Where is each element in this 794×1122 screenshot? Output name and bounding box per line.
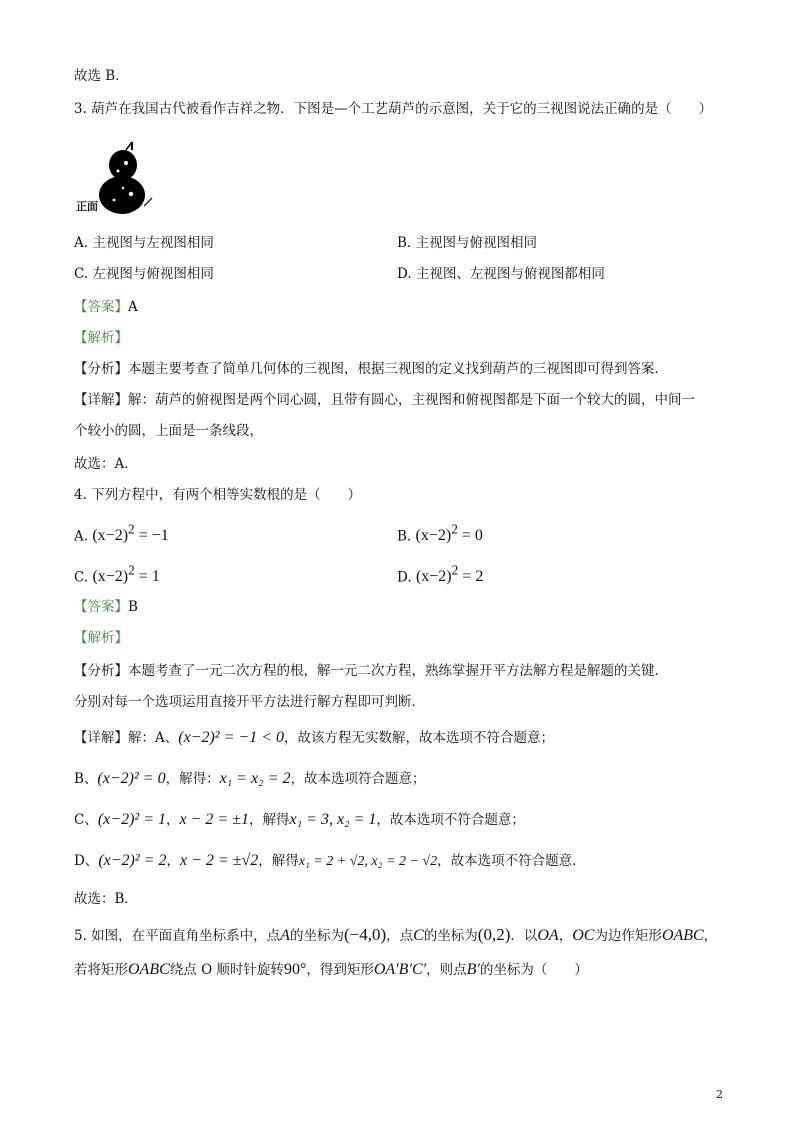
detail-tag: 【详解】 (74, 730, 128, 746)
detail-math: (x−2)² = −1 < 0 (178, 729, 284, 746)
eq-lhs: (x−2) (415, 568, 452, 586)
q2-conclusion: 故选 B． (74, 68, 129, 84)
rect-label: OA′B′C′ (373, 961, 427, 978)
answer-tag: 【答案】 (74, 299, 128, 315)
q3-stem: 3. 葫芦在我国古代被看作吉祥之物．下图是—个工艺葫芦的示意图，关于它的三视图说法正确的是（ ） (74, 101, 713, 117)
analysis-tag: 【解析】 (74, 330, 128, 346)
fenxi-text: 本题考查了一元二次方程的根，解一元二次方程，熟练掌握开平方法解方程是解题的关键． (128, 663, 668, 679)
detail-math: x₁ = 2 + √2, x₂ = 2 − √2 (298, 854, 438, 869)
q4-detail-d (74, 851, 586, 872)
option-label: D. (397, 569, 412, 586)
q3-conclusion: 故选：A． (74, 456, 138, 472)
stem-text: 若将矩形 (74, 962, 128, 978)
q3-option-c: C. 左视图与俯视图相同 (74, 266, 214, 282)
eq-rhs: = 0 (457, 527, 483, 545)
coord: (0,2) (477, 925, 511, 944)
eq-lhs: (x−2) (415, 527, 452, 545)
q4-detail-c (74, 810, 525, 830)
option-label: A. (74, 528, 89, 545)
fenxi-text: 本题主要考查了简单几何体的三视图，根据三视图的定义找到葫芦的三视图即可得到答案． (128, 361, 668, 377)
segment-label: OC (572, 927, 595, 944)
stem-text: ．以 (510, 928, 538, 944)
detail-text: 解：A、 (128, 730, 179, 746)
q3-option-b: B. 主视图与俯视图相同 (397, 235, 538, 251)
detail-text: C、 (74, 812, 98, 828)
option-equation (415, 522, 483, 545)
segment-label: OA (537, 927, 559, 944)
answer-value: A (128, 299, 138, 315)
q3-detail-1 (74, 390, 695, 410)
eq-lhs: (x−2) (92, 568, 129, 586)
q3-answer (74, 297, 138, 317)
q4-stem: 4. 下列方程中，有两个相等实数根的是（ ） (74, 487, 362, 503)
q4-detail-a (74, 728, 554, 748)
eq-rhs: = 1 (134, 568, 160, 586)
angle: 90° (283, 961, 307, 978)
answer-value: B (128, 599, 138, 615)
eq-exp: 2 (128, 522, 135, 537)
q5-line-2 (74, 960, 588, 980)
option-equation (92, 563, 160, 586)
detail-text: 解：葫芦的俯视图是两个同心圆，且带有圆心，主视图和俯视图都是下面一个较大的圆，中间一 (128, 392, 695, 408)
point-label: C (413, 927, 424, 944)
detail-math: (x−2)² = 0 (97, 770, 166, 787)
detail-tag: 【详解】 (74, 392, 128, 408)
q5-line-1 (74, 925, 717, 946)
detail-text: ，解得 (248, 812, 290, 828)
q4-answer (74, 597, 138, 617)
point-label: A (280, 927, 290, 944)
detail-math: x − 2 = ±1 (179, 811, 249, 828)
q4-option-b (397, 520, 483, 546)
eq-rhs: = −1 (134, 527, 169, 545)
detail-text: ，故本选项符合题意； (290, 771, 426, 787)
detail-text: ，故本选项不符合题意； (376, 812, 525, 828)
analysis-tag: 【解析】 (74, 630, 128, 646)
detail-text: B、 (74, 771, 98, 787)
detail-text: ，解得 (258, 853, 299, 869)
stem-text: ，得到矩形 (306, 962, 374, 978)
q4-analysis-tag (74, 628, 128, 648)
stem-text: 的坐标为（ ） (479, 962, 588, 978)
q3-option-a: A. 主视图与左视图相同 (74, 235, 214, 251)
stem-text: 的坐标为 (289, 928, 344, 944)
q3-fenxi (74, 359, 668, 379)
q4-detail-b (74, 769, 426, 789)
stem-text: 为边作矩形 (594, 928, 662, 944)
detail-math: x₁ = 3, x₂ = 1 (289, 811, 377, 828)
detail-text: ，故该方程无实数解，故本选项不符合题意； (284, 730, 554, 746)
eq-exp: 2 (128, 563, 135, 578)
detail-math: (x−2)² = 1 (97, 811, 166, 828)
option-label: C. (74, 569, 89, 586)
stem-text: ，则点 (426, 962, 467, 978)
stem-text: ，点 (386, 928, 414, 944)
stem-text: ， (703, 928, 718, 944)
q4-option-d (397, 561, 483, 587)
point-label: B′ (466, 961, 480, 978)
option-label: B. (397, 528, 412, 545)
detail-text: ，故本选项不符合题意． (437, 853, 586, 869)
page-number: 2 (716, 1088, 723, 1101)
option-equation (415, 563, 484, 586)
q3-analysis-tag (74, 328, 128, 348)
detail-text: D、 (74, 853, 99, 869)
detail-math: x₁ = x₂ = 2 (219, 770, 291, 787)
eq-exp: 2 (451, 522, 458, 537)
fenxi-tag: 【分析】 (74, 361, 128, 377)
detail-text: ， (166, 853, 180, 869)
q4-fenxi-2: 分别对每一个选项运用直接开平方法进行解方程即可判断． (74, 694, 425, 710)
eq-rhs: = 2 (458, 568, 484, 586)
q3-option-d: D. 主视图、左视图与俯视图都相同 (397, 266, 605, 282)
fenxi-tag: 【分析】 (74, 663, 128, 679)
q4-fenxi (74, 661, 668, 681)
q4-conclusion: 故选：B． (74, 891, 138, 907)
q3-detail-2: 个较小的圆，上面是一条线段， (74, 423, 263, 439)
detail-text: ，解得： (165, 771, 220, 787)
detail-math: x − 2 = ±√2 (179, 852, 259, 869)
coord: (−4,0) (343, 925, 387, 944)
q4-option-c (74, 561, 160, 587)
q4-option-a (74, 520, 169, 546)
figure-label: 正面 (76, 200, 98, 213)
stem-text: 的坐标为 (423, 928, 478, 944)
eq-lhs: (x−2) (92, 527, 129, 545)
detail-math: (x−2)² = 2 (98, 852, 167, 869)
stem-text: 绕点 O 顺时针旋转 (169, 962, 284, 978)
stem-text: 5. 如图，在平面直角坐标系中，点 (74, 928, 281, 944)
stem-text: ， (558, 928, 573, 944)
eq-exp: 2 (451, 563, 459, 578)
option-equation (92, 522, 169, 545)
detail-text: ， (166, 812, 180, 828)
rect-label: OABC (661, 927, 704, 944)
rect-label: OABC (128, 961, 170, 978)
answer-tag: 【答案】 (74, 599, 128, 615)
